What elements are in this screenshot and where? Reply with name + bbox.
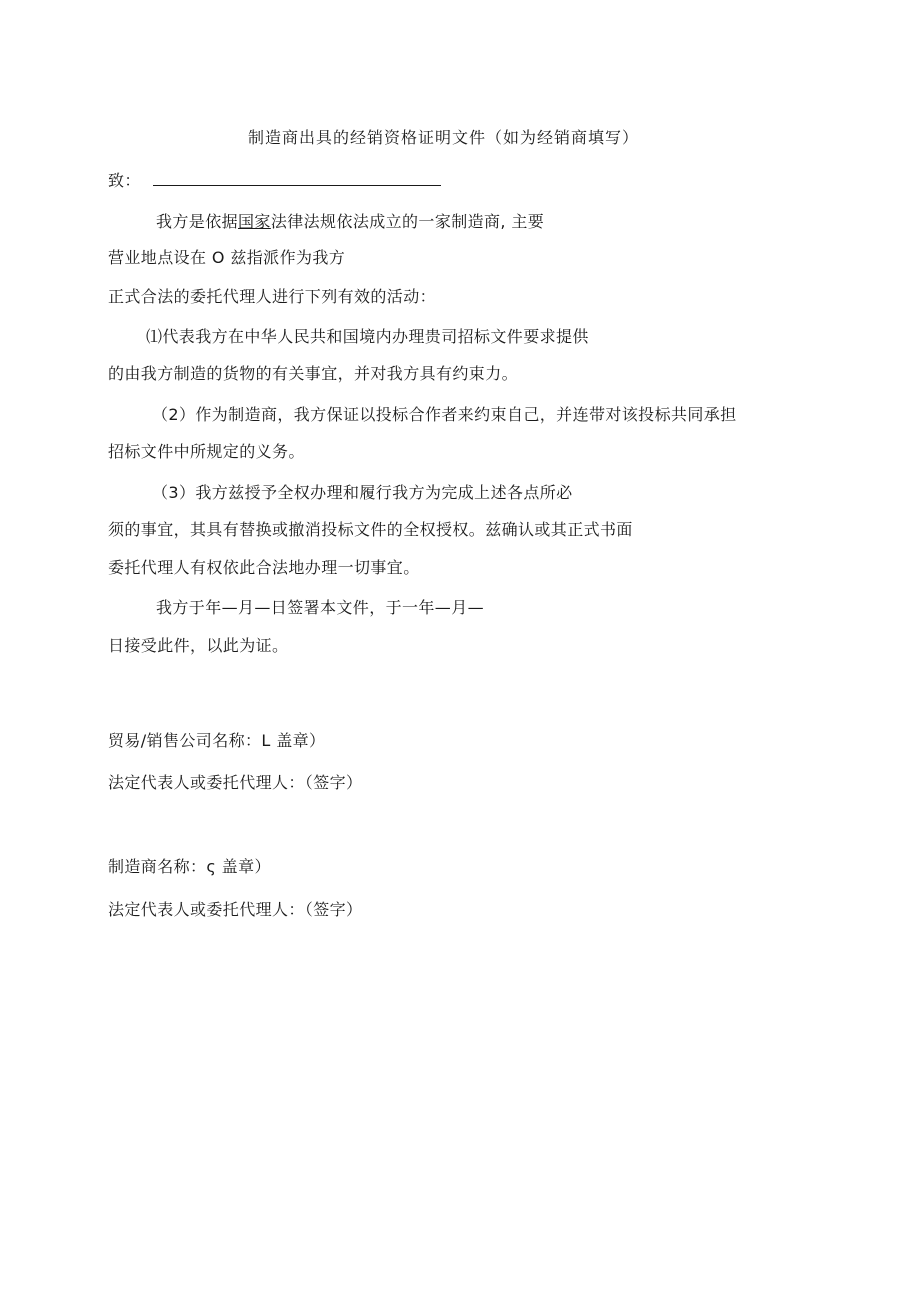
trade-company-representative: 法定代表人或委托代理人：（签字） (108, 773, 363, 792)
addressee-blank (153, 171, 441, 186)
item-1-line-2: 的由我方制造的货物的有关事宜，并对我方具有约束力。 (108, 364, 519, 383)
item-2-line-2: 招标文件中所规定的义务。 (108, 442, 305, 461)
date-line-2: 日接受此件，以此为证。 (108, 636, 289, 655)
paragraph-1-line-2: 营业地点设在 O 兹指派作为我方 (108, 248, 346, 267)
manufacturer-name: 制造商名称：ς 盖章） (108, 857, 271, 876)
paragraph-1-line-1 (156, 212, 544, 232)
item-3-line-3: 委托代理人有权依此合法地办理一切事宜。 (108, 558, 420, 577)
item-3-line-2: 须的事宜，其具有替换或撤消投标文件的全权授权。兹确认或其正式书面 (108, 520, 633, 539)
para1-underlined: 国家 (238, 212, 271, 231)
manufacturer-representative: 法定代表人或委托代理人：（签字） (108, 900, 363, 919)
paragraph-1-line-3: 正式合法的委托代理人进行下列有效的活动： (108, 287, 437, 306)
item-1-line-1: ⑴代表我方在中华人民共和国境内办理贵司招标文件要求提供 (146, 327, 589, 346)
para1-pre: 我方是依据 (156, 212, 239, 231)
para1-post: 法律法规依法成立的一家制造商, 主要 (270, 212, 545, 231)
item-3-line-1: （3）我方兹授予全权办理和履行我方为完成上述各点所必 (152, 483, 573, 502)
addressee-label: 致： (108, 171, 141, 190)
date-line-1: 我方于年—月—日签署本文件，于一年—月— (156, 598, 485, 617)
item-2-line-1: （2）作为制造商，我方保证以投标合作者来约束自己，并连带对该投标共同承担 (152, 405, 737, 424)
addressee-line (108, 171, 441, 191)
trade-company-name: 贸易/销售公司名称：L 盖章） (108, 731, 326, 750)
document-title: 制造商出具的经销资格证明文件（如为经销商填写） (248, 128, 640, 147)
